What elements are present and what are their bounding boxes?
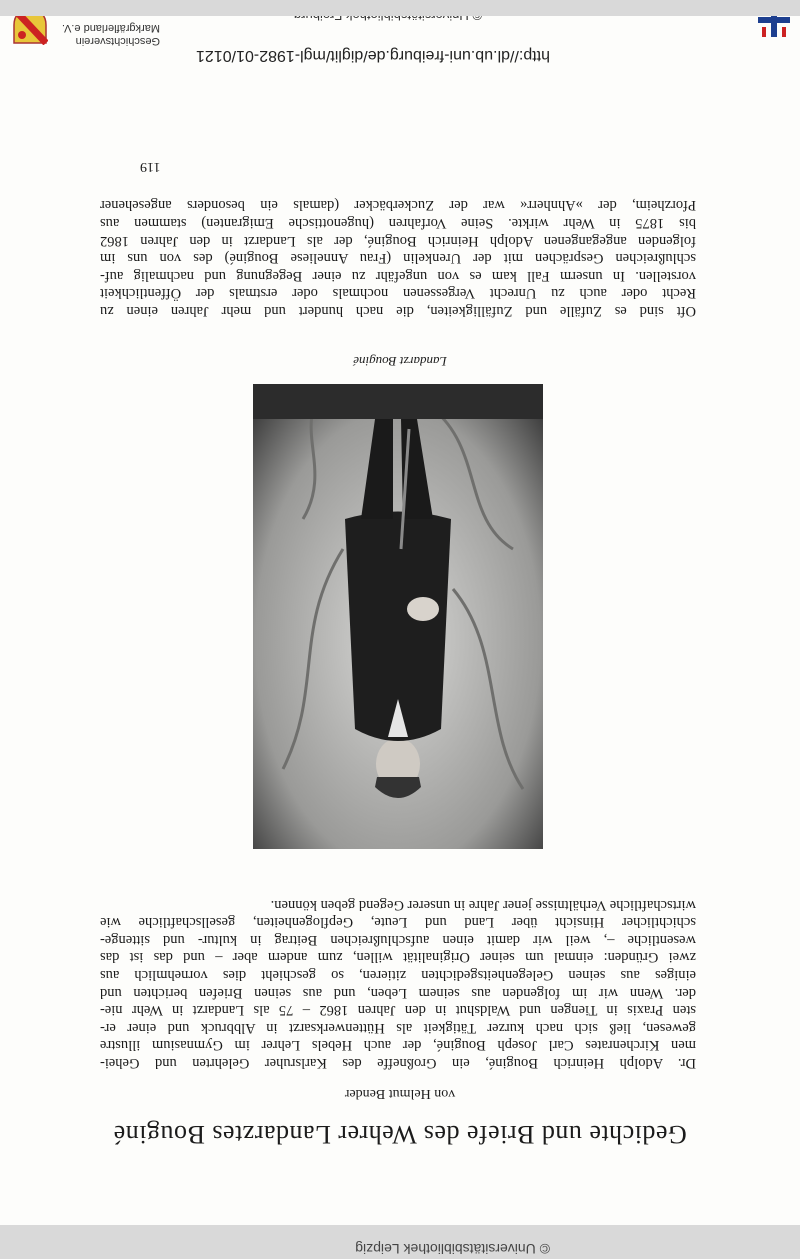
text-line: bis 1875 in Wehr wirkte. Seine Vorfahren (hugenottische Emigranten) stammen aus — [100, 215, 696, 232]
text-line: der. Wenn wir im folgenden aus seinem Leben, und aus seinen Briefen berichten und — [100, 984, 696, 1001]
text-line: einiges aus seinen Gelegenheitsgedichten zitieren, so geschieht dies vornehmlich aus — [100, 967, 696, 984]
text-line: schlußreichen Gesprächen mit der Urenkelin (Frau Anneliese Bouginé) des von uns im — [100, 250, 696, 267]
header-watermark-strip — [0, 0, 800, 16]
article-title: Gedichte und Briefe des Wehrer Landarztes Bouginé — [113, 1120, 687, 1149]
society-line-1: Geschichtsverein — [75, 35, 160, 47]
text-line: wesentliche –, weil wir damit einen aufschlußreichen Beitrag in kultur- und sittenge- — [100, 931, 696, 948]
text-line: vorstellen. In unserm Fall kam es von ungefähr zu einer Begegnung und nachmalig auf- — [100, 267, 696, 284]
text-line: wirtschaftliche Verhältnisse jener Jahre in unserer Gegend geben können. — [270, 896, 696, 913]
text-line: sten Praxis in Tiengen und Waldshut in den Jahren 1862 – 75 als Landarzt in Wehr nie- — [100, 1002, 696, 1019]
paragraph-2 — [100, 196, 696, 319]
page-number: 119 — [140, 159, 161, 174]
watermark-leipzig: © Universitätsbibliothek Leipzig — [355, 1241, 550, 1257]
text-line: zwei Gründen: einmal um seiner Originalität willen, zum andern aber – und das ist das — [100, 949, 696, 966]
paragraph-1 — [100, 895, 696, 1071]
text-line: Oft sind es Zufälle und Zufälligkeiten, die nach hundert und mehr Jahren einen zu — [100, 303, 696, 319]
society-name — [62, 21, 160, 47]
photo-caption: Landarzt Bouginé — [353, 354, 447, 369]
footer-watermark-strip — [0, 1225, 800, 1259]
text-line: men Kirchenrates Carl Joseph Bouginé, der auch Hebels Lehrer im Gymnasium illustre — [100, 1037, 696, 1054]
portrait-photo — [253, 384, 543, 849]
article-author: von Helmut Bender — [344, 1086, 456, 1101]
text-line: Dr. Adolph Heinrich Bouginé, ein Großneffe des Karlsruher Gelehrten und Gehei- — [100, 1055, 696, 1071]
text-line: gewesen, ließ sich nach kurzer Tätigkeit als Hüttenwerksarzt in Albbruck und einer er- — [100, 1019, 696, 1036]
source-url[interactable]: http://dl.ub.uni-freiburg.de/diglit/mgl-1982-01/0121 — [196, 47, 550, 64]
text-line: Pforzheim, der »Ahnherr« war der Zuckerbäcker (damals ein besonders angesehener — [100, 197, 696, 214]
text-line: folgenden angegangenen Adolph Heinrich Bouginé, der als Landarzt in den Jahren 1862 — [100, 232, 696, 249]
text-line: schichtlicher Hinsicht über Land und Leute, Gepflogenheiten, gesellschaftliche wie — [100, 914, 696, 931]
text-line: Recht oder auch zu Unrecht Vergessenen nochmals oder erstmals der Öffentlichkeit — [100, 285, 696, 302]
society-line-2: Markgräflerland e.V. — [61, 22, 160, 34]
